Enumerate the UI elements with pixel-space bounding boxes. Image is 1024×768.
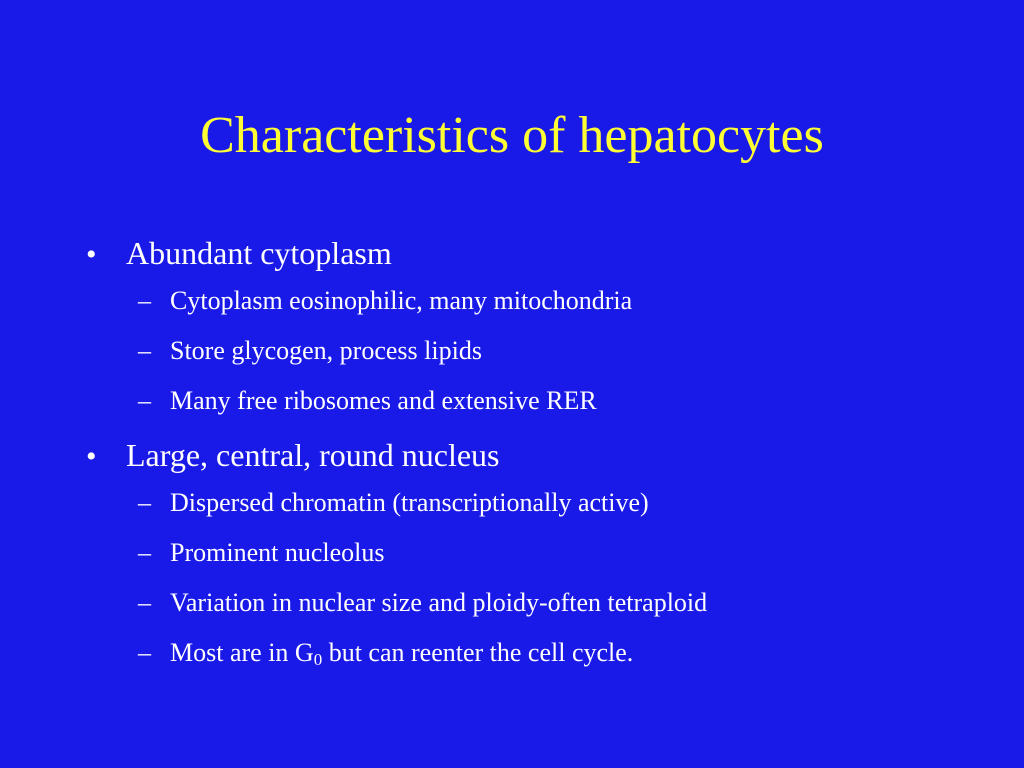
bullet-item [86,432,986,478]
bullet-text: Large, central, round nucleus [126,437,500,473]
bullet-group-cytoplasm [86,230,986,426]
sub-bullet-item [138,276,986,326]
sub-bullet-text: Prominent nucleolus [170,538,385,567]
bullet-text: Abundant cytoplasm [126,235,392,271]
sub-bullet-text: Dispersed chromatin (transcriptionally active) [170,488,649,517]
sub-bullet-item [138,578,986,628]
sub-bullet-marker: – [138,638,151,667]
sub-bullet-marker: – [138,286,151,315]
sub-bullet-text: Many free ribosomes and extensive RER [170,386,597,415]
slide-content [86,230,986,680]
sub-bullet-marker: – [138,538,151,567]
bullet-marker: • [86,238,97,271]
slide-title: Characteristics of hepatocytes [200,107,824,164]
sub-bullet-text: Store glycogen, process lipids [170,336,482,365]
sub-bullet-text [170,628,633,678]
bullet-item [86,230,986,276]
bullet-group-nucleus [86,432,986,678]
subscript-zero: 0 [313,650,323,669]
sub-bullet-item [138,478,986,528]
sub-bullet-item [138,326,986,376]
sub-bullet-marker: – [138,336,151,365]
sub-bullet-text-after: but can reenter the cell cycle. [322,638,634,667]
sub-bullet-item [138,528,986,578]
sub-bullet-marker: – [138,588,151,617]
sub-bullet-text: Variation in nuclear size and ploidy-often tetraploid [170,588,708,617]
sub-bullet-item [138,376,986,426]
bullet-marker: • [86,440,97,473]
sub-bullet-marker: – [138,386,151,415]
sub-bullet-marker: – [138,488,151,517]
sub-bullet-text: Cytoplasm eosinophilic, many mitochondria [170,286,633,315]
sub-bullet-text-before: Most are in G [170,638,314,667]
sub-bullet-item [138,628,986,678]
